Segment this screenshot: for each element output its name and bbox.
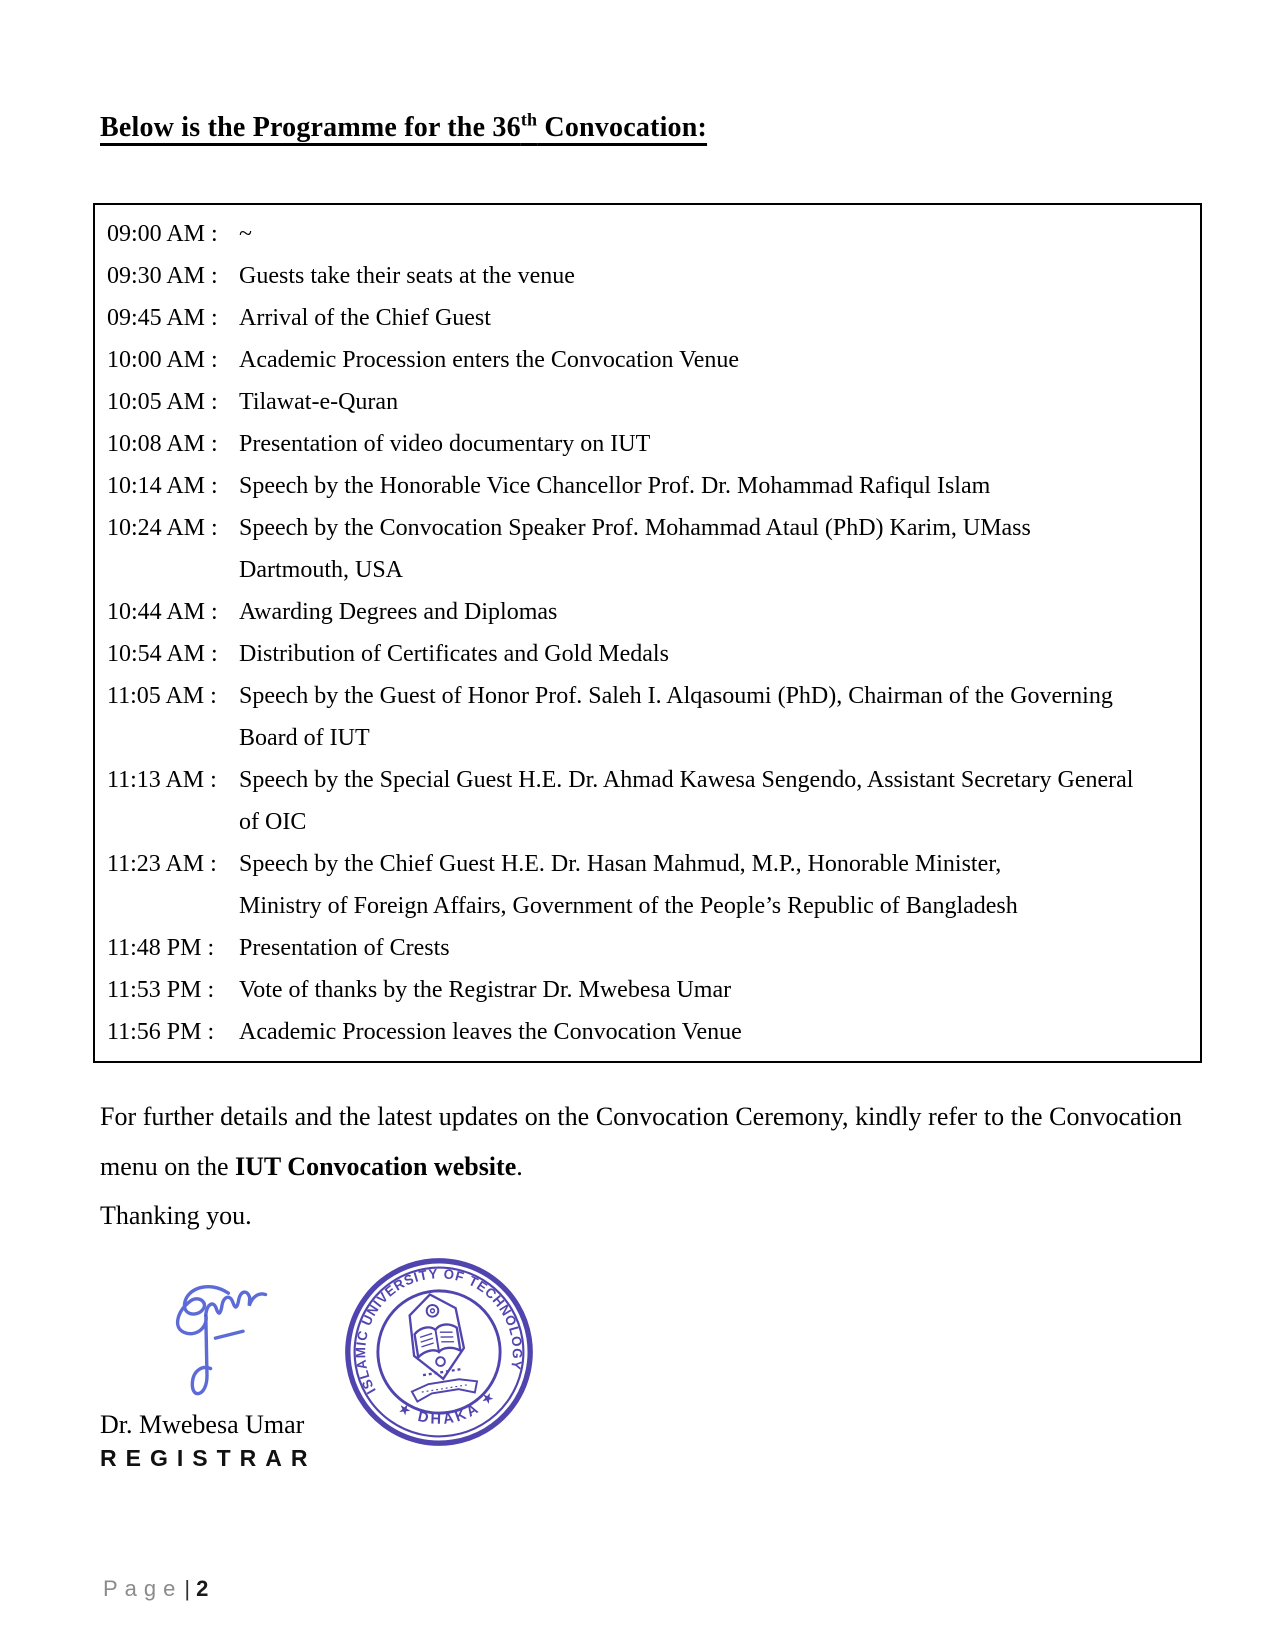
university-emblem-icon [397, 1289, 478, 1402]
footer-separator: | [184, 1576, 191, 1601]
stamp-ring-text: ISLAMIC UNIVERSITY OF TECHNOLOGY [353, 1266, 525, 1397]
schedule-event-line: Presentation of Crests [239, 935, 450, 961]
schedule-event [239, 465, 1188, 507]
schedule-time: 11:13 AM : [107, 767, 217, 793]
page-title-text: Below is the Programme for the 36 [100, 112, 521, 143]
closing-section [100, 1092, 1182, 1240]
schedule-time: 11:53 PM : [107, 977, 215, 1003]
schedule-event-line: Academic Procession leaves the Convocation Venue [239, 1019, 742, 1045]
closing-period: . [516, 1152, 523, 1181]
schedule-event-line: Presentation of video documentary on IUT [239, 431, 651, 457]
schedule-time: 11:48 PM : [107, 935, 215, 961]
page-footer [103, 1576, 208, 1602]
schedule-event [239, 1011, 1188, 1053]
schedule-event [239, 675, 1188, 759]
schedule-event [239, 927, 1188, 969]
schedule-time: 10:08 AM : [107, 431, 218, 457]
schedule-row [107, 633, 1188, 675]
footer-page-label: Page [103, 1576, 183, 1601]
schedule-time: 09:30 AM : [107, 263, 218, 289]
schedule-event-line: Academic Procession enters the Convocation Venue [239, 347, 740, 373]
schedule-event-line: Arrival of the Chief Guest [239, 305, 491, 331]
closing-text: For further details and the latest updates on the Convocation Ceremony, kindly refer to the Convocation menu on the [100, 1102, 1182, 1181]
schedule-row [107, 339, 1188, 381]
schedule-event [239, 339, 1188, 381]
closing-paragraph [100, 1092, 1182, 1192]
schedule-event-line: Vote of thanks by the Registrar Dr. Mwebesa Umar [239, 977, 732, 1003]
schedule-time: 10:44 AM : [107, 599, 218, 625]
registrar-signature [152, 1272, 284, 1420]
schedule-time: 09:45 AM : [107, 305, 218, 331]
schedule-time: 11:56 PM : [107, 1019, 215, 1045]
schedule-event [239, 759, 1188, 843]
schedule-row [107, 759, 1188, 843]
thanking-line: Thanking you. [100, 1201, 252, 1230]
schedule-time: 10:05 AM : [107, 389, 218, 415]
schedule-event [239, 591, 1188, 633]
schedule-row [107, 927, 1188, 969]
schedule-row [107, 213, 1188, 255]
schedule-event [239, 381, 1188, 423]
schedule-event [239, 507, 1188, 591]
schedule-time: 10:00 AM : [107, 347, 218, 373]
closing-bold-text: IUT Convocation website [235, 1152, 517, 1181]
schedule-event-line: Speech by the Guest of Honor Prof. Saleh I. Alqasoumi (PhD), Chairman of the Governing [239, 683, 1113, 709]
schedule-event [239, 843, 1188, 927]
schedule-row [107, 675, 1188, 759]
schedule-row [107, 423, 1188, 465]
university-stamp-seal [342, 1255, 536, 1449]
schedule-event-line: of OIC [239, 809, 307, 835]
schedule-event-line: Distribution of Certificates and Gold Medals [239, 641, 669, 667]
schedule-time: 10:24 AM : [107, 515, 218, 541]
schedule-row [107, 507, 1188, 591]
signatory-role: REGISTRAR [100, 1445, 317, 1471]
stamp-bottom-text: ★ DHAKA ★ [394, 1386, 501, 1428]
schedule-event [239, 423, 1188, 465]
schedule-event-line: Awarding Degrees and Diplomas [239, 599, 558, 625]
schedule-row [107, 591, 1188, 633]
schedule-row [107, 297, 1188, 339]
page-title-superscript: th [520, 109, 538, 130]
schedule-event [239, 969, 1188, 1011]
schedule-event-line: ~ [239, 221, 252, 247]
schedule-event [239, 213, 1188, 255]
schedule-event-line: Guests take their seats at the venue [239, 263, 575, 289]
schedule-event-line: Board of IUT [239, 725, 370, 751]
schedule-row [107, 255, 1188, 297]
schedule-row [107, 969, 1188, 1011]
schedule-row [107, 381, 1188, 423]
page-title [100, 109, 708, 144]
footer-page-number: 2 [196, 1576, 209, 1601]
schedule-time: 10:14 AM : [107, 473, 218, 499]
schedule-time: 09:00 AM : [107, 221, 218, 247]
schedule-event-line: Dartmouth, USA [239, 557, 403, 583]
schedule-table [93, 203, 1202, 1063]
schedule-event-line: Speech by the Chief Guest H.E. Dr. Hasan Mahmud, M.P., Honorable Minister, [239, 851, 1002, 877]
schedule-event-line: Speech by the Honorable Vice Chancellor Prof. Dr. Mohammad Rafiqul Islam [239, 473, 991, 499]
schedule-event [239, 255, 1188, 297]
schedule-row [107, 465, 1188, 507]
schedule-time: 11:23 AM : [107, 851, 217, 877]
schedule-time: 11:05 AM : [107, 683, 217, 709]
signatory-name: Dr. Mwebesa Umar [100, 1410, 305, 1439]
page-title-suffix: Convocation: [537, 112, 708, 143]
signatory-block [100, 1410, 316, 1472]
schedule-event [239, 297, 1188, 339]
schedule-event-line: Speech by the Convocation Speaker Prof. Mohammad Ataul (PhD) Karim, UMass [239, 515, 1031, 541]
schedule-time: 10:54 AM : [107, 641, 218, 667]
schedule-row [107, 1011, 1188, 1053]
schedule-row [107, 843, 1188, 927]
schedule-event-line: Ministry of Foreign Affairs, Government of the People’s Republic of Bangladesh [239, 893, 1018, 919]
schedule-event [239, 633, 1188, 675]
schedule-event-line: Speech by the Special Guest H.E. Dr. Ahmad Kawesa Sengendo, Assistant Secretary General [239, 767, 1134, 793]
schedule-event-line: Tilawat-e-Quran [239, 389, 399, 415]
